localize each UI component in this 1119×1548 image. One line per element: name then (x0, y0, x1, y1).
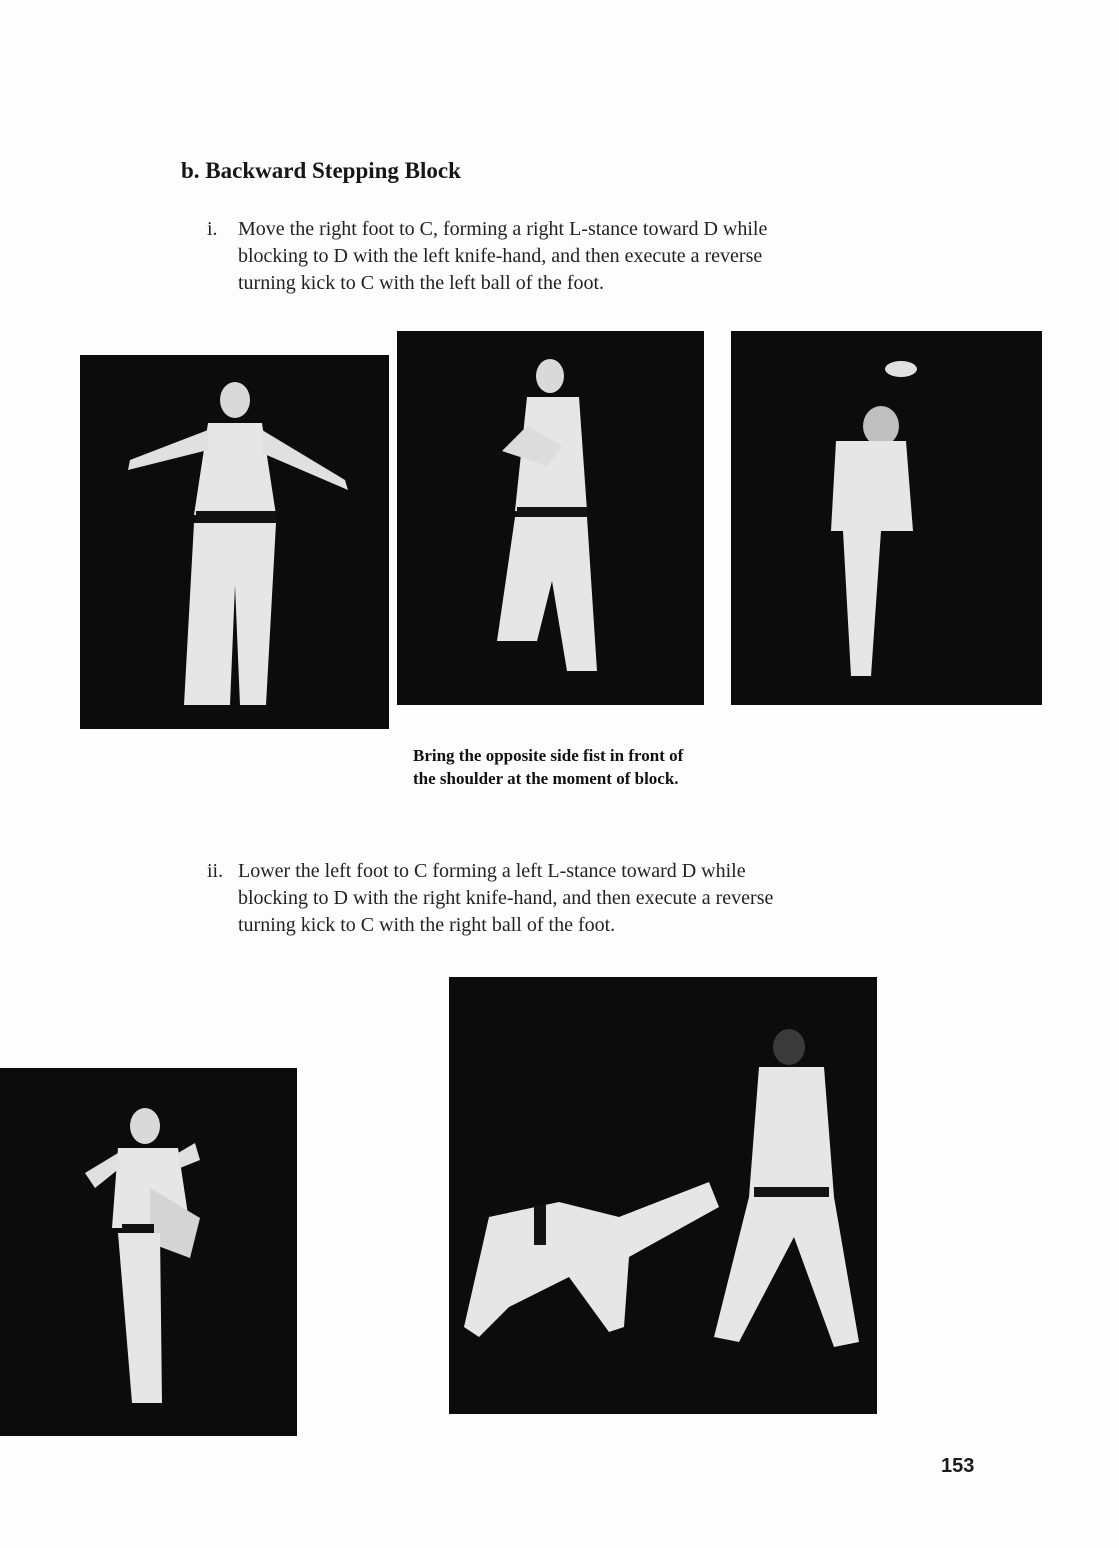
step-1-text: Move the right foot to C, forming a right L-stance toward D while blocking to D with the left knife-hand, and then execute a reverse turning kick to C with the left ball of the foot. (238, 218, 768, 294)
photo-ready-stance (80, 355, 389, 729)
page-number: 153 (941, 1455, 975, 1477)
step-1 (207, 216, 947, 297)
photo-reverse-turning-kick (731, 331, 1042, 705)
photo-knife-hand-block (397, 331, 704, 705)
photo-partner-kick-demo (449, 977, 877, 1414)
step-2-marker: ii. (207, 860, 224, 882)
step-2 (207, 858, 947, 939)
step-2-text: Lower the left foot to C forming a left L-stance toward D while blocking to D with the right knife-hand, and then execute a reverse turning kick to C with the right ball of the foot. (238, 860, 774, 936)
photo-knee-up-stance (0, 1068, 297, 1436)
photo-caption: Bring the opposite side fist in front of the shoulder at the moment of block. (413, 746, 684, 788)
section-heading: b. Backward Stepping Block (181, 158, 461, 183)
step-1-marker: i. (207, 218, 218, 240)
